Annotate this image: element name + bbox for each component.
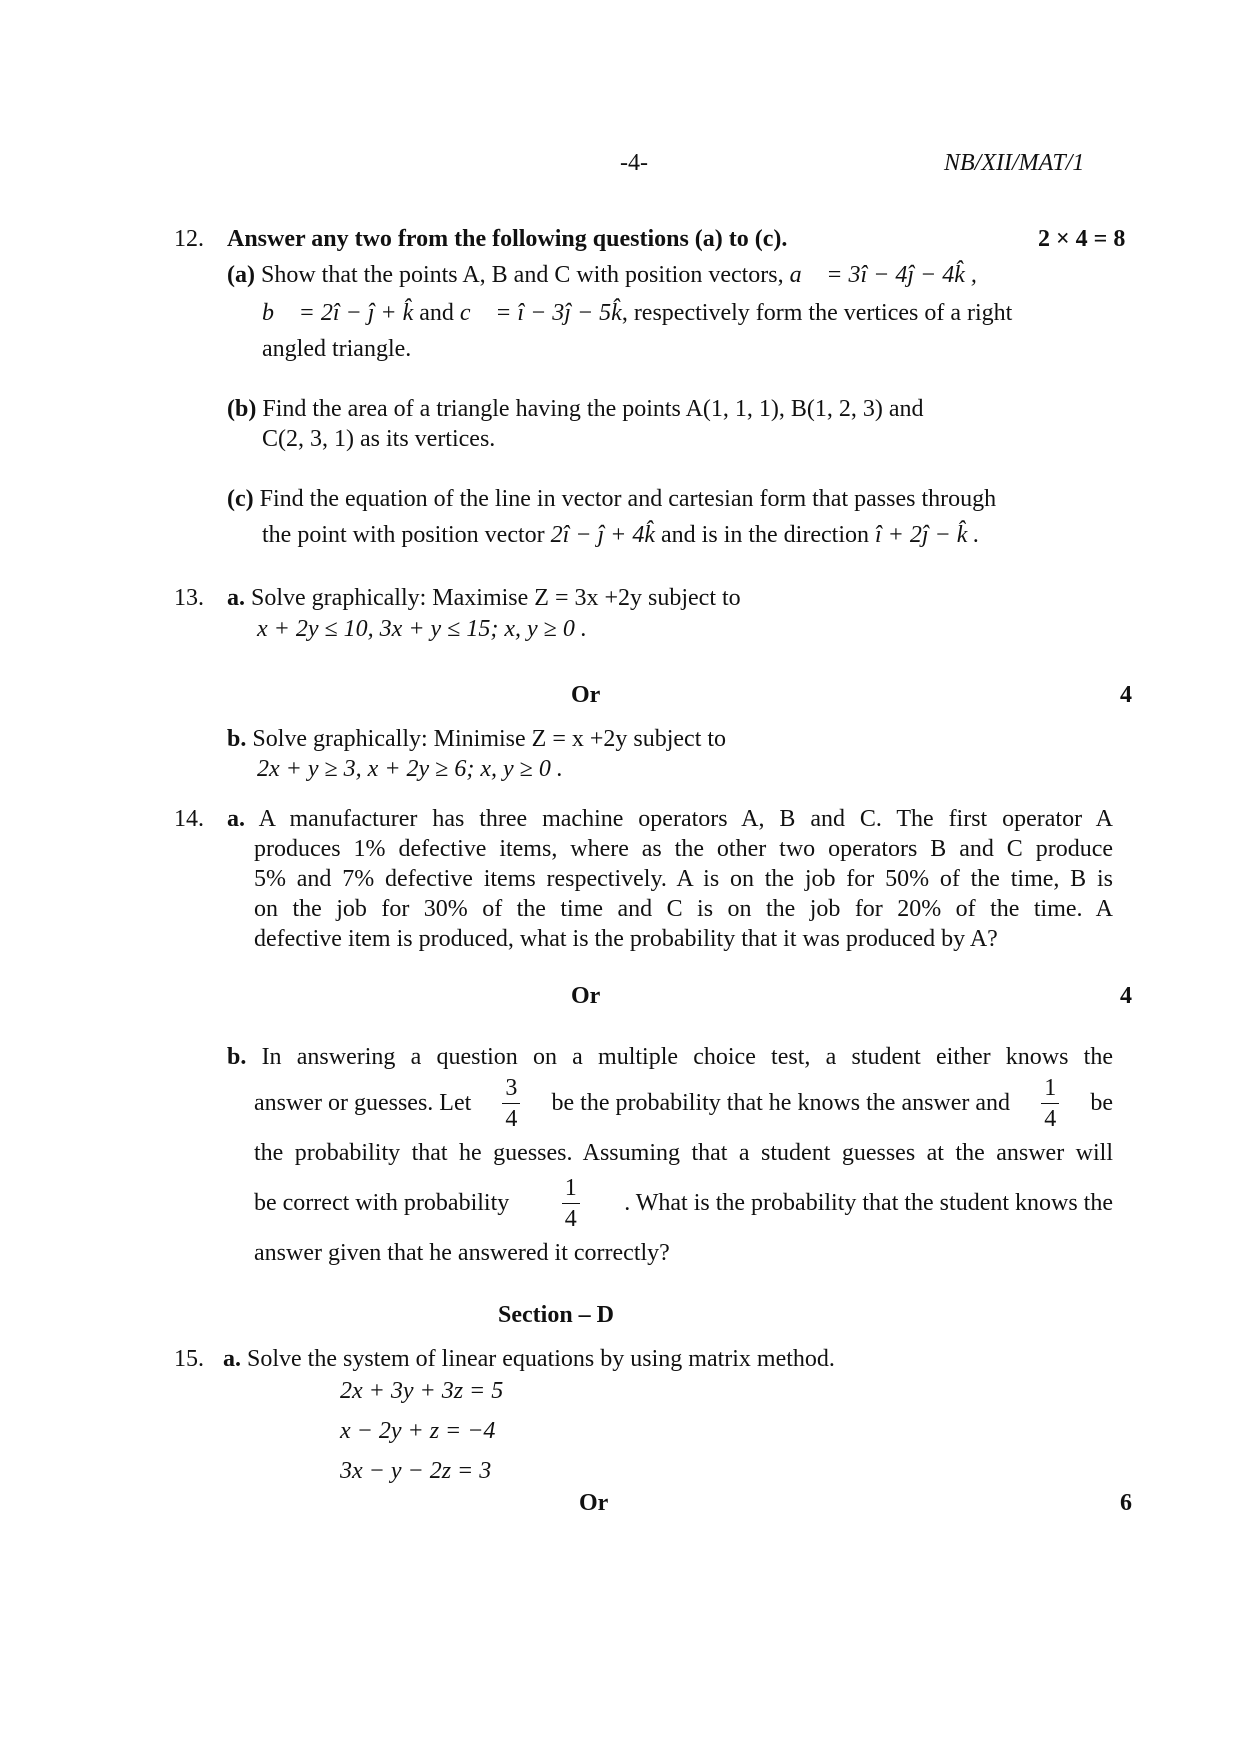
q13a-line1 (227, 583, 741, 613)
q12c-line2 (262, 520, 979, 550)
q12a-and: and (419, 300, 454, 326)
question-number-15: 15. (174, 1346, 204, 1372)
q12-marks: 2 × 4 = 8 (1038, 226, 1126, 252)
q14a-line3: 5% and 7% defective items respectively. A is on the job for 50% of the time, B is (254, 866, 1113, 892)
q15a-line1 (223, 1344, 835, 1374)
paper-code: NB/XII/MAT/1 (944, 150, 1085, 176)
q15a-text: Solve the system of linear equations by using matrix method. (247, 1346, 835, 1372)
equation-3: 3x − y − 2z = 3 (340, 1458, 492, 1484)
q13b-line1 (227, 724, 726, 754)
q12b-label: (b) (227, 396, 257, 422)
q14a-line5: defective item is produced, what is the probability that it was produced by A? (254, 926, 998, 952)
q13b-text: Solve graphically: Minimise Z = x +2y subject to (252, 726, 727, 752)
q14b-text: In answering a question on a multiple choice test, a student either knows the (261, 1044, 1114, 1070)
q12b-line1 (227, 394, 924, 424)
q14b-line1 (227, 1042, 1113, 1072)
fraction-numerator: 3 (502, 1076, 520, 1104)
q12a-line2 (262, 298, 1012, 328)
q14a-label: a. (227, 806, 245, 832)
q14b-line3: the probability that he guesses. Assuming that a student guesses at the answer will (254, 1140, 1113, 1166)
equation-1: 2x + 3y + 3z = 5 (340, 1378, 504, 1404)
question-number-14: 14. (174, 806, 204, 832)
q14b-line4-b: . What is the probability that the student knows the (624, 1190, 1113, 1216)
q14-marks: 4 (1120, 983, 1132, 1009)
fraction-numerator: 1 (562, 1176, 580, 1204)
vector-c: c⃗ = î − 3ĵ − 5k̂ (459, 300, 622, 326)
fraction-denominator: 4 (564, 1205, 577, 1232)
q14a-line2: produces 1% defective items, where as the other two operators B and C produce (254, 836, 1113, 862)
q12b-text: Find the area of a triangle having the points A(1, 1, 1), B(1, 2, 3) and (262, 396, 924, 422)
direction-vector: î + 2ĵ − k̂ . (874, 522, 980, 548)
q15-or: Or (579, 1490, 609, 1516)
q14b-line2-a: answer or guesses. Let (254, 1090, 472, 1116)
vector-b: b⃗ = 2î − ĵ + k̂ (262, 300, 414, 326)
fraction-denominator: 4 (1044, 1105, 1057, 1132)
q14-or: Or (571, 983, 601, 1009)
q12c-label: (c) (227, 486, 254, 512)
q14a-line1 (227, 804, 1113, 834)
q12c-text: Find the equation of the line in vector and cartesian form that passes through (259, 486, 997, 512)
q13a-text: Solve graphically: Maximise Z = 3x +2y subject to (251, 585, 741, 611)
q13a-constraints: x + 2y ≤ 10, 3x + y ≤ 15; x, y ≥ 0 . (257, 616, 587, 642)
q12c-line1 (227, 484, 996, 514)
q14b-line2 (254, 1072, 1113, 1134)
q12a-line3: angled triangle. (262, 336, 412, 362)
fraction-denominator: 4 (505, 1105, 518, 1132)
page-number: -4- (620, 150, 648, 176)
q14b-line4 (254, 1172, 1113, 1234)
q14b-line5: answer given that he answered it correctly? (254, 1240, 670, 1266)
fraction-one-quarter (1041, 1076, 1059, 1131)
fraction-three-quarters (502, 1076, 520, 1131)
question-number-13: 13. (174, 585, 204, 611)
q14a-text: A manufacturer has three machine operators A, B and C. The first operator A (258, 806, 1114, 832)
equation-2: x − 2y + z = −4 (340, 1418, 496, 1444)
q14b-line2-c: be (1090, 1090, 1113, 1116)
q13a-label: a. (227, 585, 245, 611)
q13b-constraints: 2x + y ≥ 3, x + 2y ≥ 6; x, y ≥ 0 . (257, 756, 563, 782)
q14b-line2-b: be the probability that he knows the answer and (551, 1090, 1011, 1116)
q12a-label: (a) (227, 262, 255, 288)
q12b-line2: C(2, 3, 1) as its vertices. (262, 426, 496, 452)
q13-marks: 4 (1120, 682, 1132, 708)
q14a-line4: on the job for 30% of the time and C is on the job for 20% of the time. A (254, 896, 1113, 922)
question-number-12: 12. (174, 226, 204, 252)
q12c-line2-pre: the point with position vector (262, 522, 545, 548)
q12-title: Answer any two from the following questions (a) to (c). (227, 226, 788, 252)
q14b-line4-a: be correct with probability (254, 1190, 510, 1216)
q15a-label: a. (223, 1346, 241, 1372)
q12a-text: Show that the points A, B and C with position vectors, (260, 262, 784, 288)
q12a-line2-rest: , respectively form the vertices of a right (621, 300, 1013, 326)
q14b-label: b. (227, 1044, 247, 1070)
position-vector: 2î − ĵ + 4k̂ (550, 522, 656, 548)
q13b-label: b. (227, 726, 247, 752)
section-d-title: Section – D (498, 1302, 614, 1328)
q15-marks: 6 (1120, 1490, 1132, 1516)
q12a-line1 (227, 260, 977, 290)
q12c-line2-mid: and is in the direction (661, 522, 869, 548)
fraction-one-quarter-2 (562, 1176, 580, 1231)
q13-or: Or (571, 682, 601, 708)
fraction-numerator: 1 (1041, 1076, 1059, 1104)
vector-a: a⃗ = 3î − 4ĵ − 4k̂ , (789, 262, 977, 288)
